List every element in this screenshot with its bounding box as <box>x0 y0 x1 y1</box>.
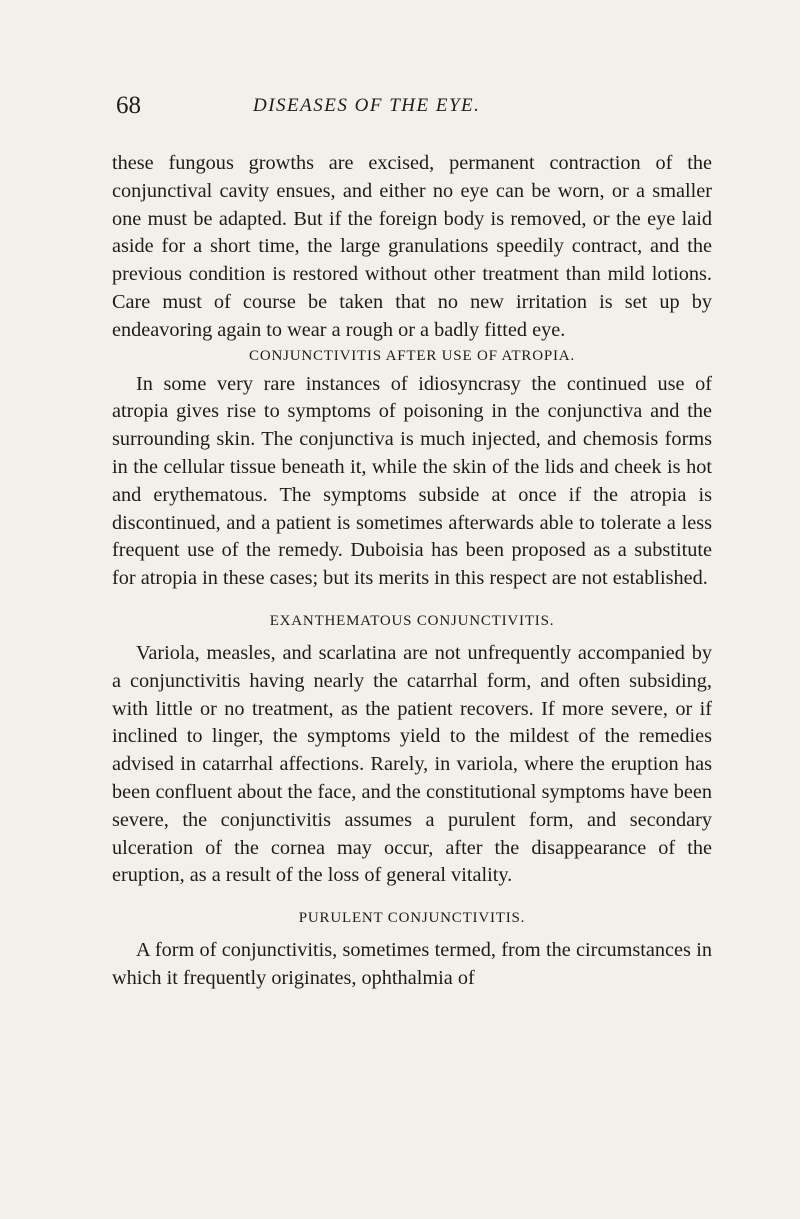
section-heading-purulent: PURULENT CONJUNCTIVITIS. <box>298 910 526 927</box>
paragraph-fungous-growths: these fungous growths are excised, permanent contraction of the conjunctival cavity ensues, and either no eye can be worn, or a smaller one must be adapted. But if the foreign body is removed, or the eye laid aside for a short time, the large granulations speedily contract, and the previous condition is restored without other treatment than mild lotions. Care must of course be taken that no new irritation is set up by endeavoring again to wear a rough or a badly fitted eye. <box>112 152 712 341</box>
page-header <box>110 92 710 126</box>
body-text <box>112 150 712 993</box>
paragraph-atropia: In some very rare instances of idiosyncrasy the continued use of atropia gives rise to symptoms of poisoning in the conjunctiva and the surrounding skin. The conjunctiva is much injected, and chemosis forms in the cellular tissue beneath it, while the skin of the lids and cheek is hot and erythematous. The symptoms subside at once if the atropia is discontinued, and a patient is sometimes afterwards able to tolerate a less frequent use of the remedy. Duboisia has been proposed as a substitute for atropia in these cases; but its merits in this respect are not established. <box>112 372 712 590</box>
section-heading-exanthematous: EXANTHEMATOUS CONJUNCTIVITIS. <box>269 612 555 629</box>
paragraph-purulent: A form of conjunctivitis, sometimes termed, from the circumstances in which it frequently originates, ophthalmia of <box>112 939 712 989</box>
paragraph-exanthematous: Variola, measles, and scarlatina are not unfrequently accompanied by a conjunctivitis having nearly the catarrhal form, and often subsiding, with little or no treatment, as the patient recovers. If more severe, or if inclined to linger, the symptoms yield to the mildest of the remedies advised in catarrhal affections. Rarely, in variola, where the eruption has been confluent about the face, and the constitutional symptoms have been severe, the conjunctivitis assumes a purulent form, and secondary ulceration of the cornea may occur, after the disappearance of the eruption, as a result of the loss of general vitality. <box>112 641 712 887</box>
page-number: 68 <box>116 92 141 119</box>
section-heading-atropia: CONJUNCTIVITIS AFTER USE OF ATROPIA. <box>249 347 575 364</box>
running-title: DISEASES OF THE EYE. <box>253 95 481 116</box>
